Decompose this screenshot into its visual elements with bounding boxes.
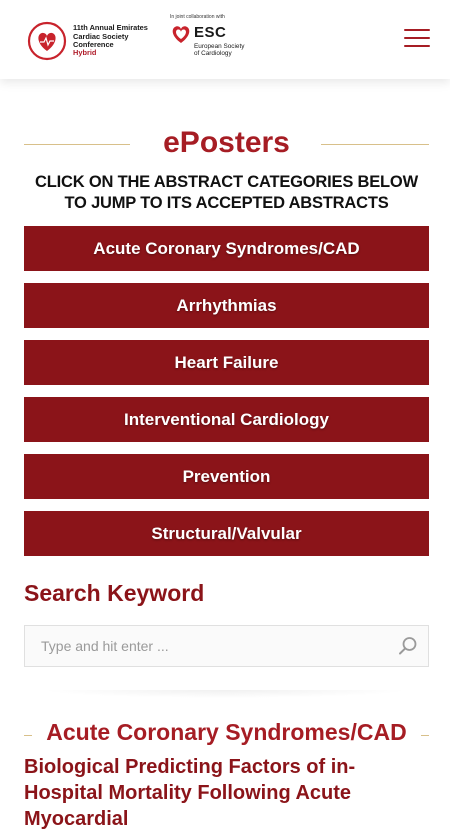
category-button-heart-failure[interactable]: Heart Failure (24, 340, 429, 385)
logo1-line: Conference (73, 40, 114, 49)
logo1-line: Cardiac Society (73, 31, 129, 41)
esc-text: ESC (194, 24, 227, 41)
site-header (0, 0, 450, 79)
collab-text: In joint collaboration with (170, 14, 225, 20)
search-input[interactable] (25, 626, 388, 666)
page-subtitle: CLICK ON THE ABSTRACT CATEGORIES BELOW TO JUMP TO ITS ACCEPTED ABSTRACTS (35, 173, 418, 212)
page-title: ePosters (163, 126, 290, 159)
category-button-arrhythmias[interactable]: Arrhythmias (24, 283, 429, 328)
section-divider (40, 690, 410, 698)
esc-heart-icon (170, 23, 192, 45)
category-button-prevention[interactable]: Prevention (24, 454, 429, 499)
section-title-block (24, 718, 429, 752)
esc-logo[interactable] (168, 14, 258, 62)
category-button-structural[interactable]: Structural/Valvular (24, 511, 429, 556)
logo1-line: 11th Annual Emirates (73, 23, 148, 33)
emirates-cardiac-society-logo[interactable] (26, 18, 158, 64)
logo1-text (73, 24, 148, 58)
esc-sub-line: of Cardiology (194, 50, 232, 58)
section-title: Acute Coronary Syndromes/CAD (46, 719, 407, 745)
search-heading: Search Keyword (24, 580, 205, 606)
heart-logo-icon (26, 21, 68, 61)
esc-sub-line: European Society (194, 43, 245, 50)
category-button-acs-cad[interactable]: Acute Coronary Syndromes/CAD (24, 226, 429, 271)
esc-subtitle (194, 43, 244, 58)
menu-icon[interactable] (404, 28, 430, 48)
page-title-block (24, 124, 429, 164)
search-box (24, 625, 429, 667)
article-title-link[interactable]: Biological Predicting Factors of in-Hospital Mortality Following Acute Myocardial (24, 756, 356, 830)
search-icon[interactable] (388, 626, 428, 666)
category-button-interventional[interactable]: Interventional Cardiology (24, 397, 429, 442)
logo1-hybrid: Hybrid (73, 48, 97, 58)
